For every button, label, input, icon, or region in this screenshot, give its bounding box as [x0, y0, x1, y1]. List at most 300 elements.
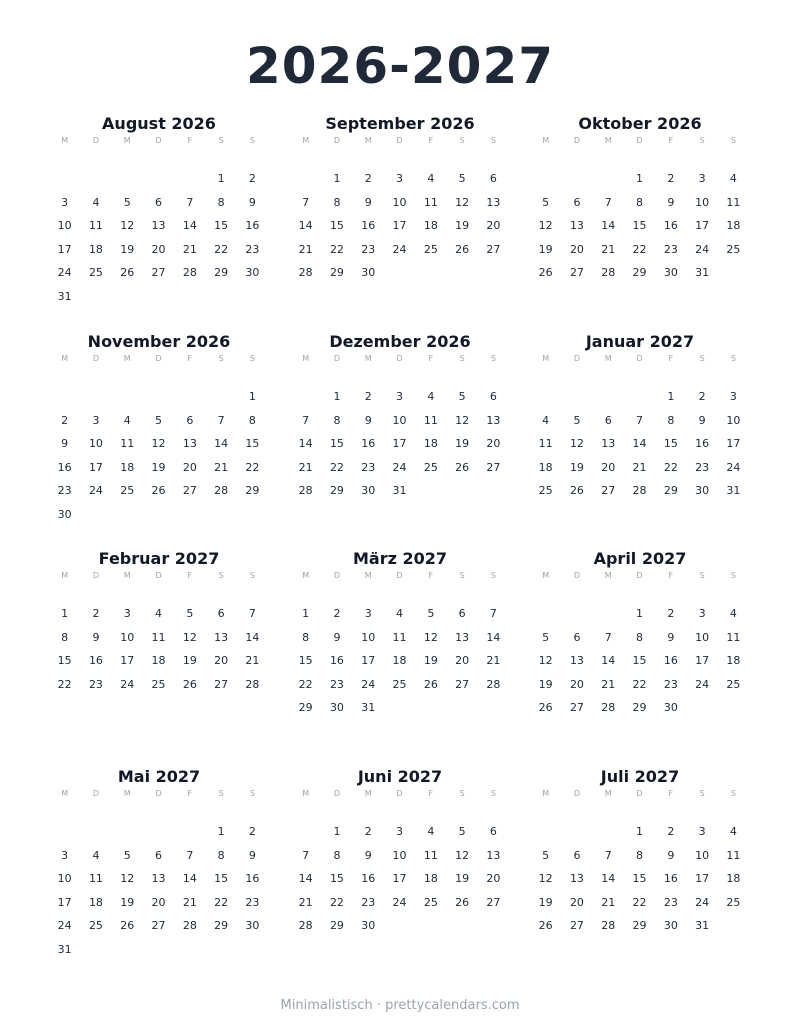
day-cell: 4: [396, 607, 404, 620]
day-cell: 6: [489, 390, 497, 403]
day-cell: 29: [329, 484, 344, 498]
weekday-header: S: [249, 571, 255, 580]
empty-day-cell: [478, 696, 509, 720]
weekday-header-row: [290, 569, 510, 583]
empty-day-cell: [143, 385, 174, 409]
week-row: [530, 479, 750, 503]
empty-day-cell: [143, 938, 174, 962]
day-cell: 19: [455, 872, 470, 886]
day-cell: 7: [217, 413, 225, 427]
day-cell: 3: [729, 390, 737, 403]
empty-day-cell: [80, 938, 111, 962]
week-row: [530, 914, 750, 938]
day-cell: 25: [726, 895, 741, 909]
day-cell: 11: [726, 630, 741, 644]
empty-day-cell: [205, 503, 236, 527]
weekday-header: F: [428, 136, 434, 145]
day-cell: 12: [182, 630, 197, 644]
day-cell: 5: [123, 848, 131, 862]
day-cell: 14: [245, 630, 260, 644]
month-block: [530, 114, 750, 285]
day-cell: 22: [329, 895, 344, 909]
empty-day-cell: [237, 285, 268, 309]
day-cell: 23: [663, 677, 678, 691]
day-cell: 13: [569, 872, 584, 886]
day-cell: 21: [298, 895, 313, 909]
day-cell: 15: [57, 654, 72, 668]
day-cell: 9: [667, 195, 675, 209]
empty-day-cell: [143, 167, 174, 191]
weekday-header-row: [49, 569, 269, 583]
empty-day-cell: [49, 385, 80, 409]
weekday-header: M: [302, 136, 310, 145]
week-row: [290, 479, 510, 503]
weekday-header: D: [333, 136, 341, 145]
day-cell: 8: [302, 630, 310, 644]
day-cell: 14: [632, 437, 647, 451]
day-cell: 20: [569, 677, 584, 691]
day-cell: 24: [392, 460, 407, 474]
day-cell: 3: [92, 413, 100, 427]
week-row: [530, 649, 750, 673]
day-cell: 3: [396, 825, 404, 838]
empty-day-cell: [446, 261, 477, 285]
day-cell: 31: [361, 701, 376, 715]
day-cell: 1: [636, 172, 644, 185]
week-row: [49, 602, 269, 626]
day-cell: 23: [245, 242, 260, 256]
day-cell: 12: [455, 848, 470, 862]
day-cell: 18: [88, 242, 103, 256]
weekday-header: D: [573, 136, 581, 145]
day-cell: 22: [329, 460, 344, 474]
day-cell: 21: [298, 460, 313, 474]
empty-day-cell: [593, 385, 624, 409]
month-name: August 2026: [102, 114, 216, 133]
empty-day-cell: [112, 167, 143, 191]
empty-day-cell: [593, 820, 624, 844]
day-cell: 10: [57, 219, 72, 233]
day-cell: 8: [248, 413, 256, 427]
day-cell: 31: [726, 484, 741, 498]
day-cell: 30: [245, 266, 260, 280]
day-cell: 22: [245, 460, 260, 474]
week-row: [530, 696, 750, 720]
day-cell: 12: [538, 654, 553, 668]
day-cell: 30: [329, 701, 344, 715]
day-cell: 17: [695, 872, 710, 886]
week-row: [290, 696, 510, 720]
weekday-header: S: [730, 571, 736, 580]
empty-day-cell: [290, 820, 321, 844]
day-cell: 14: [214, 437, 229, 451]
weekday-header: S: [218, 136, 224, 145]
weekday-header: M: [123, 789, 131, 798]
day-cell: 2: [364, 390, 372, 403]
empty-day-cell: [112, 938, 143, 962]
empty-day-cell: [112, 503, 143, 527]
month-days: [290, 167, 510, 285]
week-row: [49, 409, 269, 433]
day-cell: 14: [486, 630, 501, 644]
empty-day-cell: [174, 938, 205, 962]
day-cell: 15: [632, 654, 647, 668]
day-cell: 11: [151, 630, 166, 644]
month-block: [530, 767, 750, 938]
month-name: Mai 2027: [117, 767, 201, 786]
month-block: [530, 549, 750, 720]
day-cell: 1: [667, 390, 675, 403]
day-cell: 23: [361, 895, 376, 909]
weekday-header-row: [290, 352, 510, 366]
empty-day-cell: [446, 914, 477, 938]
weekday-header: M: [61, 789, 69, 798]
empty-day-cell: [80, 385, 111, 409]
day-cell: 31: [392, 484, 407, 498]
weekday-header: F: [668, 354, 674, 363]
day-cell: 8: [636, 630, 644, 644]
weekday-header: F: [428, 571, 434, 580]
month-block: [49, 549, 269, 696]
day-cell: 23: [88, 677, 103, 691]
day-cell: 6: [489, 172, 497, 185]
empty-day-cell: [237, 503, 268, 527]
day-cell: 16: [245, 219, 260, 233]
weekday-header: M: [364, 571, 372, 580]
weekday-header: D: [333, 789, 341, 798]
day-cell: 10: [695, 195, 710, 209]
day-cell: 6: [458, 607, 466, 620]
weekday-header: S: [730, 354, 736, 363]
day-cell: 24: [57, 266, 72, 280]
day-cell: 12: [569, 437, 584, 451]
day-cell: 16: [695, 437, 710, 451]
empty-day-cell: [446, 479, 477, 503]
day-cell: 15: [329, 219, 344, 233]
day-cell: 30: [663, 919, 678, 933]
weekday-header: F: [187, 789, 193, 798]
weekday-header: D: [636, 354, 643, 363]
page-title: 2026-2027: [245, 37, 555, 95]
month-block: [530, 332, 750, 503]
day-cell: 1: [636, 825, 644, 838]
month-days: [49, 602, 269, 696]
day-cell: 16: [663, 872, 678, 886]
day-cell: 19: [120, 895, 135, 909]
day-cell: 4: [123, 413, 131, 427]
day-cell: 18: [423, 219, 438, 233]
weekday-header: D: [636, 136, 643, 145]
day-cell: 8: [333, 195, 341, 209]
week-row: [530, 432, 750, 456]
weekday-header: D: [573, 789, 581, 798]
weekday-header: M: [542, 136, 550, 145]
week-row: [530, 167, 750, 191]
empty-day-cell: [384, 696, 415, 720]
day-cell: 18: [726, 654, 741, 668]
week-row: [290, 673, 510, 697]
day-cell: 9: [667, 630, 675, 644]
day-cell: 12: [455, 195, 470, 209]
empty-day-cell: [80, 167, 111, 191]
day-cell: 19: [455, 219, 470, 233]
day-cell: 16: [88, 654, 103, 668]
day-cell: 20: [486, 437, 501, 451]
empty-day-cell: [415, 914, 446, 938]
empty-day-cell: [384, 261, 415, 285]
day-cell: 19: [182, 654, 197, 668]
day-cell: 17: [361, 654, 376, 668]
day-cell: 9: [364, 413, 372, 427]
day-cell: 18: [392, 654, 407, 668]
month-block: [49, 114, 269, 309]
day-cell: 20: [151, 242, 166, 256]
month-block: [290, 767, 510, 938]
empty-day-cell: [718, 261, 749, 285]
day-cell: 29: [329, 266, 344, 280]
weekday-header: F: [668, 136, 674, 145]
empty-day-cell: [290, 385, 321, 409]
empty-day-cell: [112, 285, 143, 309]
day-cell: 7: [604, 630, 612, 644]
day-cell: 15: [632, 872, 647, 886]
day-cell: 17: [120, 654, 135, 668]
day-cell: 13: [151, 219, 166, 233]
day-cell: 9: [92, 630, 100, 644]
day-cell: 16: [663, 654, 678, 668]
day-cell: 22: [632, 895, 647, 909]
weekday-header: M: [604, 789, 612, 798]
day-cell: 30: [695, 484, 710, 498]
day-cell: 4: [427, 825, 435, 838]
day-cell: 22: [632, 677, 647, 691]
day-cell: 24: [57, 919, 72, 933]
day-cell: 5: [542, 630, 550, 644]
empty-day-cell: [49, 820, 80, 844]
day-cell: 16: [361, 219, 376, 233]
day-cell: 5: [573, 413, 581, 427]
day-cell: 3: [61, 848, 69, 862]
month-days: [49, 167, 269, 309]
empty-day-cell: [561, 167, 592, 191]
week-row: [530, 456, 750, 480]
day-cell: 8: [333, 413, 341, 427]
day-cell: 15: [298, 654, 313, 668]
day-cell: 2: [248, 825, 256, 838]
day-cell: 10: [392, 413, 407, 427]
day-cell: 9: [698, 413, 706, 427]
day-cell: 11: [120, 437, 135, 451]
day-cell: 19: [120, 242, 135, 256]
week-row: [530, 673, 750, 697]
day-cell: 16: [329, 654, 344, 668]
empty-day-cell: [112, 385, 143, 409]
day-cell: 3: [364, 607, 372, 620]
day-cell: 23: [361, 460, 376, 474]
weekday-header-row: [530, 134, 750, 148]
day-cell: 19: [538, 895, 553, 909]
day-cell: 27: [569, 266, 584, 280]
weekday-header: S: [459, 354, 465, 363]
day-cell: 21: [182, 895, 197, 909]
day-cell: 25: [538, 484, 553, 498]
day-cell: 6: [155, 195, 163, 209]
weekday-header: F: [668, 789, 674, 798]
weekday-header: S: [490, 136, 496, 145]
day-cell: 14: [298, 872, 313, 886]
day-cell: 13: [569, 654, 584, 668]
day-cell: 27: [151, 919, 166, 933]
week-row: [49, 844, 269, 868]
day-cell: 6: [573, 848, 581, 862]
week-row: [290, 844, 510, 868]
week-row: [49, 432, 269, 456]
day-cell: 4: [92, 848, 100, 862]
day-cell: 31: [57, 942, 72, 956]
day-cell: 24: [695, 242, 710, 256]
day-cell: 6: [155, 848, 163, 862]
weekday-header: M: [364, 354, 372, 363]
day-cell: 25: [423, 895, 438, 909]
week-row: [290, 385, 510, 409]
weekday-header: D: [155, 789, 162, 798]
weekday-header: D: [155, 136, 162, 145]
day-cell: 17: [695, 219, 710, 233]
empty-day-cell: [174, 385, 205, 409]
day-cell: 7: [489, 607, 497, 620]
day-cell: 29: [245, 484, 260, 498]
weekday-header: M: [302, 571, 310, 580]
empty-day-cell: [718, 696, 749, 720]
empty-day-cell: [112, 820, 143, 844]
day-cell: 28: [632, 484, 647, 498]
day-cell: 28: [214, 484, 229, 498]
day-cell: 15: [214, 219, 229, 233]
day-cell: 4: [729, 172, 737, 185]
weekday-header: F: [187, 354, 193, 363]
day-cell: 13: [151, 872, 166, 886]
day-cell: 29: [298, 701, 313, 715]
month-days: [290, 820, 510, 938]
day-cell: 26: [538, 266, 553, 280]
day-cell: 11: [726, 848, 741, 862]
day-cell: 12: [538, 219, 553, 233]
day-cell: 7: [302, 195, 310, 209]
week-row: [49, 820, 269, 844]
day-cell: 26: [455, 242, 470, 256]
day-cell: 7: [604, 848, 612, 862]
weekday-header: M: [61, 354, 69, 363]
day-cell: 19: [151, 460, 166, 474]
day-cell: 25: [726, 242, 741, 256]
weekday-header: S: [459, 789, 465, 798]
weekday-header: M: [302, 789, 310, 798]
day-cell: 3: [698, 607, 706, 620]
day-cell: 2: [92, 607, 100, 620]
weekday-header: F: [187, 136, 193, 145]
day-cell: 27: [214, 677, 229, 691]
day-cell: 1: [333, 825, 341, 838]
weekday-header: S: [459, 136, 465, 145]
day-cell: 20: [486, 219, 501, 233]
day-cell: 29: [329, 919, 344, 933]
empty-day-cell: [561, 385, 592, 409]
day-cell: 15: [632, 219, 647, 233]
week-row: [530, 261, 750, 285]
day-cell: 4: [155, 607, 163, 620]
day-cell: 1: [248, 390, 256, 403]
day-cell: 29: [214, 919, 229, 933]
day-cell: 31: [57, 289, 72, 303]
weekday-header: M: [604, 136, 612, 145]
day-cell: 17: [392, 437, 407, 451]
week-row: [530, 820, 750, 844]
empty-day-cell: [143, 285, 174, 309]
empty-day-cell: [174, 285, 205, 309]
empty-day-cell: [415, 261, 446, 285]
weekday-header: M: [542, 354, 550, 363]
day-cell: 30: [57, 507, 72, 521]
day-cell: 21: [214, 460, 229, 474]
day-cell: 14: [298, 219, 313, 233]
week-row: [290, 238, 510, 262]
week-row: [290, 914, 510, 938]
week-row: [290, 167, 510, 191]
empty-day-cell: [174, 503, 205, 527]
day-cell: 13: [214, 630, 229, 644]
day-cell: 18: [726, 872, 741, 886]
day-cell: 15: [245, 437, 260, 451]
empty-day-cell: [530, 820, 561, 844]
day-cell: 28: [601, 266, 616, 280]
weekday-header: M: [302, 354, 310, 363]
empty-day-cell: [718, 914, 749, 938]
day-cell: 2: [364, 172, 372, 185]
weekday-header: M: [542, 571, 550, 580]
weekday-header: D: [396, 789, 403, 798]
week-row: [530, 602, 750, 626]
empty-day-cell: [384, 914, 415, 938]
empty-day-cell: [686, 696, 717, 720]
day-cell: 25: [88, 266, 103, 280]
month-block: [290, 549, 510, 720]
weekday-header: D: [92, 571, 100, 580]
week-row: [290, 891, 510, 915]
weekday-header: F: [668, 571, 674, 580]
week-row: [49, 867, 269, 891]
day-cell: 25: [392, 677, 407, 691]
week-row: [530, 214, 750, 238]
day-cell: 10: [88, 437, 103, 451]
day-cell: 21: [601, 677, 616, 691]
empty-day-cell: [446, 696, 477, 720]
day-cell: 12: [120, 872, 135, 886]
day-cell: 3: [123, 607, 131, 620]
weekday-header: M: [604, 571, 612, 580]
weekday-header-row: [530, 569, 750, 583]
week-row: [49, 891, 269, 915]
day-cell: 13: [455, 630, 470, 644]
day-cell: 16: [361, 872, 376, 886]
day-cell: 23: [663, 895, 678, 909]
day-cell: 8: [333, 848, 341, 862]
day-cell: 30: [361, 484, 376, 498]
day-cell: 11: [538, 437, 553, 451]
empty-day-cell: [415, 696, 446, 720]
day-cell: 30: [245, 919, 260, 933]
weekday-header: D: [333, 571, 341, 580]
day-cell: 28: [182, 919, 197, 933]
